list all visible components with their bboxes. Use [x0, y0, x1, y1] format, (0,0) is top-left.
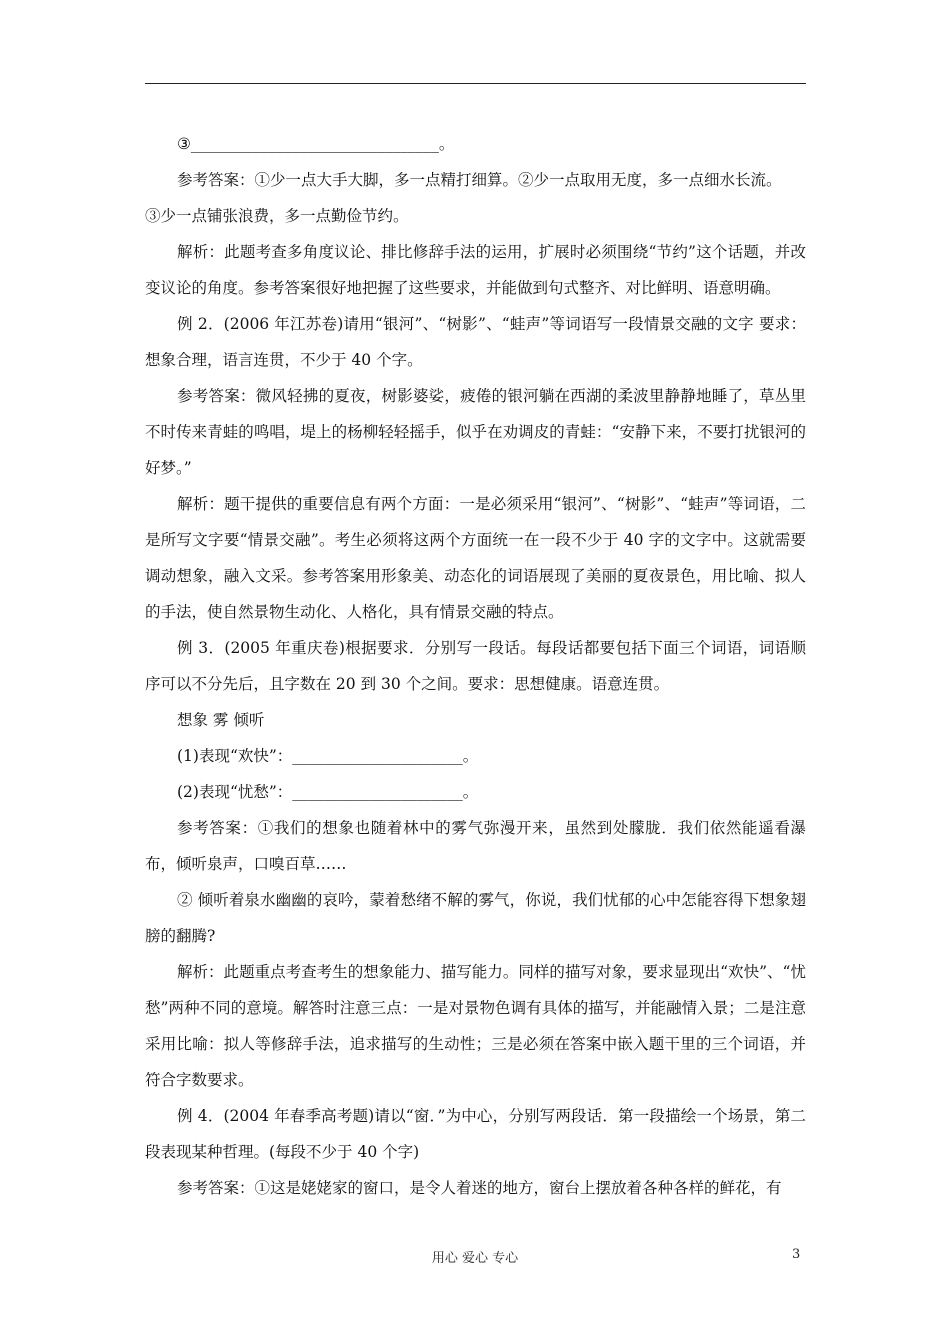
example-3-blank-1: (1)表现“欢快”：______________________。 [177, 747, 479, 765]
example-3-question: 例 3．(2005 年重庆卷)根据要求．分别写一段话。每段话都要包括下面三个词语，词语顺序可以不分先后，且字数在 20 到 30 个之间。要求：思想健康。语意连贯。 [145, 639, 806, 693]
footer-slogan: 用心 爱心 专心 [431, 1251, 519, 1266]
example-2-question: 例 2．(2006 年江苏卷)请用“银河”、“树影”、“蛙声”等词语写一段情景交融的文字 要求：想象合理，语言连贯，不少于 40 个字。 [145, 315, 806, 369]
example-3-analysis: 解析：此题重点考查考生的想象能力、描写能力。同样的描写对象，要求显现出“欢快”、“忧愁”两种不同的意境。解答时注意三点：一是对景物色调有具体的描写，并能融情入景；二是注意采用比喻：拟人等修辞手法，追求描写的生动性；三是必须在答案中嵌入题干里的三个词语，并符合字数要求。 [145, 963, 806, 1089]
example-2-answer: 参考答案：微风轻拂的夏夜，树影婆娑，疲倦的银河躺在西湖的柔波里静静地睡了，草丛里不时传来青蛙的鸣唱，堤上的杨柳轻轻摇手，似乎在劝调皮的青蛙：“安静下来，不要打扰银河的好梦。” [145, 387, 806, 477]
example-2-analysis: 解析：题干提供的重要信息有两个方面：一是必须采用“银河”、“树影”、“蛙声”等词语，二是所写文字要“情景交融”。考生必须将这两个方面统一在一段不少于 40 字的文字中。这就需要调动想象，融入文采。参考答案用形象美、动态化的词语展现了美丽的夏夜景色，用比喻、拟人的手法，使自然景物生动化、人格化，具有情景交融的特点。 [145, 495, 806, 621]
blank-line-3: ③________________________________。 [177, 135, 455, 153]
document-body [145, 126, 806, 1206]
example-4-question: 例 4．(2004 年春季高考题)请以“窗．”为中心，分别写两段话．第一段描绘一个场景，第二段表现某种哲理。(每段不少于 40 个字) [145, 1107, 806, 1161]
example-3-answer-2: ② 倾听着泉水幽幽的哀吟，蒙着愁绪不解的雾气，你说，我们忧郁的心中怎能容得下想象翅膀的翻腾? [145, 891, 806, 945]
page-number: 3 [792, 1247, 801, 1262]
answer-1-continued: ③少一点铺张浪费，多一点勤俭节约。 [145, 207, 409, 225]
header-rule [145, 83, 806, 84]
example-3-answer-1: 参考答案：①我们的想象也随着林中的雾气弥漫开来，虽然到处朦胧．我们依然能遥看瀑布，倾听泉声，口嗅百草…… [145, 819, 806, 873]
example-3-words: 想象 雾 倾听 [177, 711, 265, 729]
example-3-blank-2: (2)表现“忧愁”：______________________。 [177, 783, 479, 801]
example-4-answer: 参考答案：①这是姥姥家的窗口，是令人着迷的地方，窗台上摆放着各种各样的鲜花，有 [177, 1179, 782, 1197]
answer-1: 参考答案：①少一点大手大脚，多一点精打细算。②少一点取用无度，多一点细水长流。 [177, 171, 782, 189]
analysis-1: 解析：此题考查多角度议论、排比修辞手法的运用，扩展时必须围绕“节约”这个话题，并改变议论的角度。参考答案很好地把握了这些要求，并能做到句式整齐、对比鲜明、语意明确。 [145, 243, 806, 297]
